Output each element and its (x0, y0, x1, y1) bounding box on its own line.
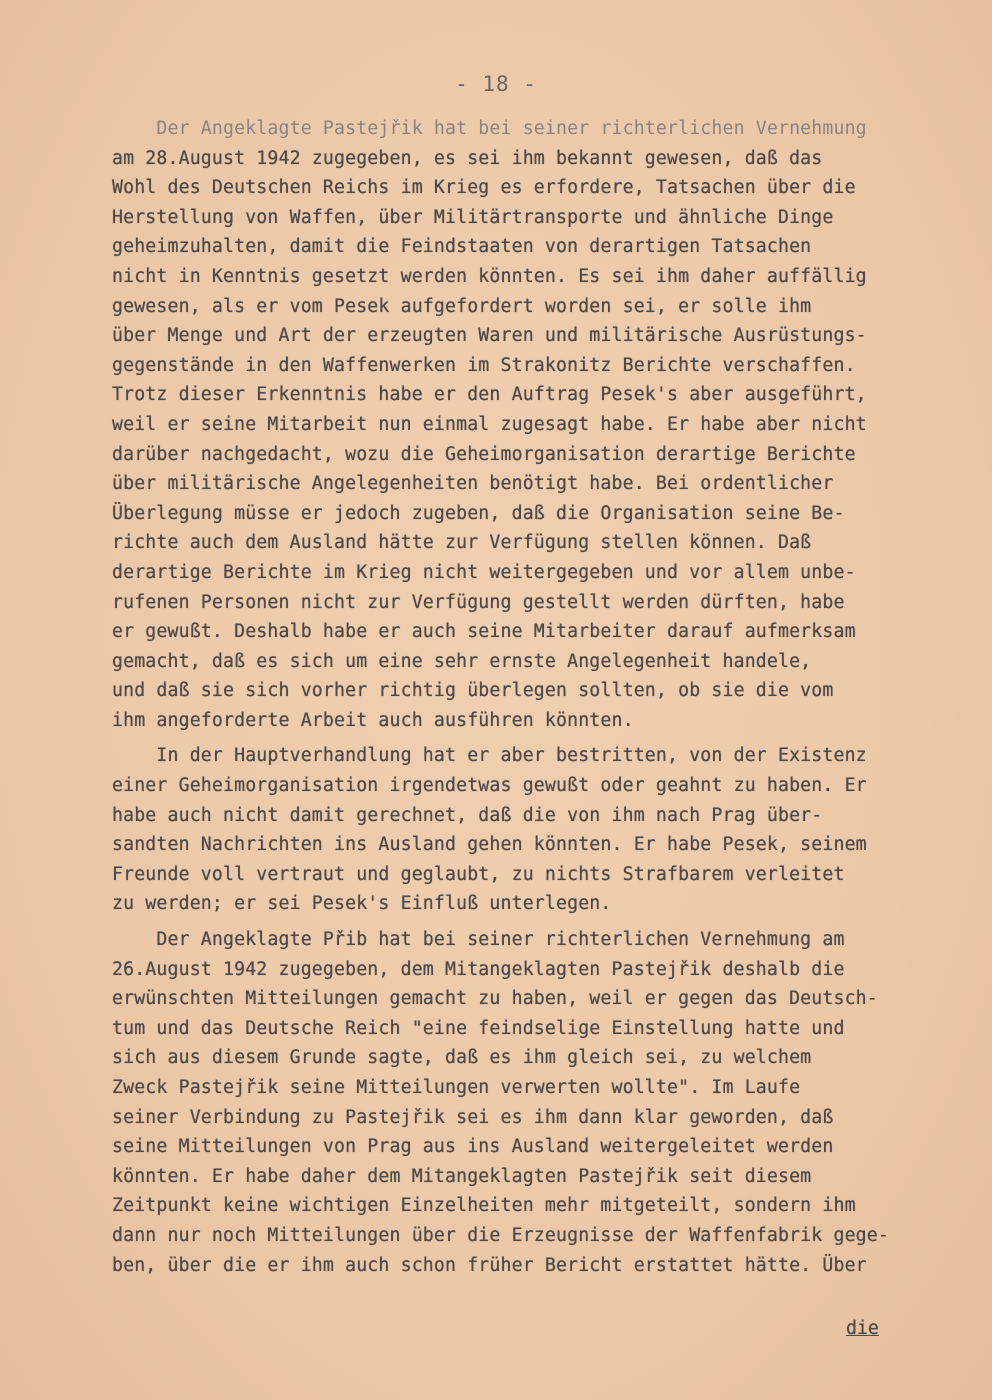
text-line: sandten Nachrichten ins Ausland gehen könnten. Er habe Pesek, seinem (112, 834, 867, 856)
text-line: über militärische Angelegenheiten benötigt habe. Bei ordentlicher (112, 473, 834, 495)
text-line: Überlegung müsse er jedoch zugeben, daß die Organisation seine Be- (112, 502, 845, 524)
text-line: darüber nachgedacht, wozu die Geheimorganisation derartige Berichte (112, 443, 856, 465)
text-line: Der Angeklagte Pastejřik hat bei seiner richterlichen Vernehmung (112, 118, 867, 139)
text-line: seiner Verbindung zu Pastejřik sei es ihm dann klar geworden, daß (112, 1106, 834, 1128)
text-line: tum und das Deutsche Reich "eine feindselige Einstellung hatte und (112, 1017, 845, 1039)
text-line: könnten. Er habe daher dem Mitangeklagten Pastejřik seit diesem (112, 1165, 812, 1187)
text-line: weil er seine Mitarbeit nun einmal zugesagt habe. Er habe aber nicht (112, 413, 867, 435)
text-line: geheimzuhalten, damit die Feindstaaten von derartigen Tatsachen (112, 236, 812, 258)
text-line: nicht in Kenntnis gesetzt werden könnten. Es sei ihm daher auffällig (112, 265, 867, 287)
text-line: Der Angeklagte Přib hat bei seiner richterlichen Vernehmung am (112, 929, 845, 951)
text-line: dann nur noch Mitteilungen über die Erzeugnisse der Waffenfabrik gege- (112, 1224, 889, 1246)
text-line: In der Hauptverhandlung hat er aber bestritten, von der Existenz (112, 745, 867, 767)
paragraph-3 (112, 925, 962, 1280)
catchword: die (846, 1318, 879, 1339)
text-line: habe auch nicht damit gerechnet, daß die von ihm nach Prag über- (112, 804, 823, 826)
text-line: Zweck Pastejřik seine Mitteilungen verwerten wollte". Im Laufe (112, 1077, 801, 1098)
paragraph-1 (112, 114, 962, 735)
text-line: erwünschten Mitteilungen gemacht zu haben, weil er gegen das Deutsch- (112, 988, 878, 1010)
document-body (112, 114, 962, 1280)
text-line: zu werden; er sei Pesek's Einfluß unterlegen. (112, 893, 612, 915)
text-line: Zeitpunkt keine wichtigen Einzelheiten mehr mitgeteilt, sondern ihm (112, 1195, 856, 1217)
text-line: Trotz dieser Erkenntnis habe er den Auftrag Pesek's aber ausgeführt, (112, 384, 867, 406)
text-line: rufenen Personen nicht zur Verfügung gestellt werden dürften, habe (112, 591, 845, 613)
text-line: ihm angeforderte Arbeit auch ausführen könnten. (112, 709, 634, 731)
text-line: richte auch dem Ausland hätte zur Verfügung stellen können. Daß (112, 532, 812, 554)
text-line: Herstellung von Waffen, über Militärtransporte und ähnliche Dinge (112, 206, 834, 228)
text-line: derartige Berichte im Krieg nicht weitergegeben und vor allem unbe- (112, 561, 856, 583)
text-line: Freunde voll vertraut und geglaubt, zu nichts Strafbarem verleitet (112, 863, 845, 885)
text-line: seine Mitteilungen von Prag aus ins Ausland weitergeleitet werden (112, 1136, 834, 1158)
text-line: sich aus diesem Grunde sagte, daß es ihm gleich sei, zu welchem (112, 1047, 812, 1069)
text-line: und daß sie sich vorher richtig überlegen sollten, ob sie die vom (112, 680, 834, 702)
text-line: über Menge und Art der erzeugten Waren und militärische Ausrüstungs- (112, 325, 867, 347)
text-line: einer Geheimorganisation irgendetwas gewußt oder geahnt zu haben. Er (112, 775, 867, 797)
text-line: gewesen, als er vom Pesek aufgefordert worden sei, er solle ihm (112, 295, 812, 317)
text-line: gegenstände in den Waffenwerken im Strakonitz Berichte verschaffen. (112, 354, 856, 376)
text-line: er gewußt. Deshalb habe er auch seine Mitarbeiter darauf aufmerksam (112, 621, 856, 643)
text-line: Wohl des Deutschen Reichs im Krieg es erfordere, Tatsachen über die (112, 177, 856, 199)
text-line: am 28.August 1942 zugegeben, es sei ihm bekannt gewesen, daß das (112, 147, 823, 169)
text-line: ben, über die er ihm auch schon früher Bericht erstattet hätte. Über (112, 1254, 867, 1276)
page-number: - 18 - (455, 72, 537, 96)
text-line: gemacht, daß es sich um eine sehr ernste Angelegenheit handele, (112, 650, 812, 672)
text-line: 26.August 1942 zugegeben, dem Mitangeklagten Pastejřik deshalb die (112, 958, 845, 980)
paragraph-2 (112, 741, 962, 919)
